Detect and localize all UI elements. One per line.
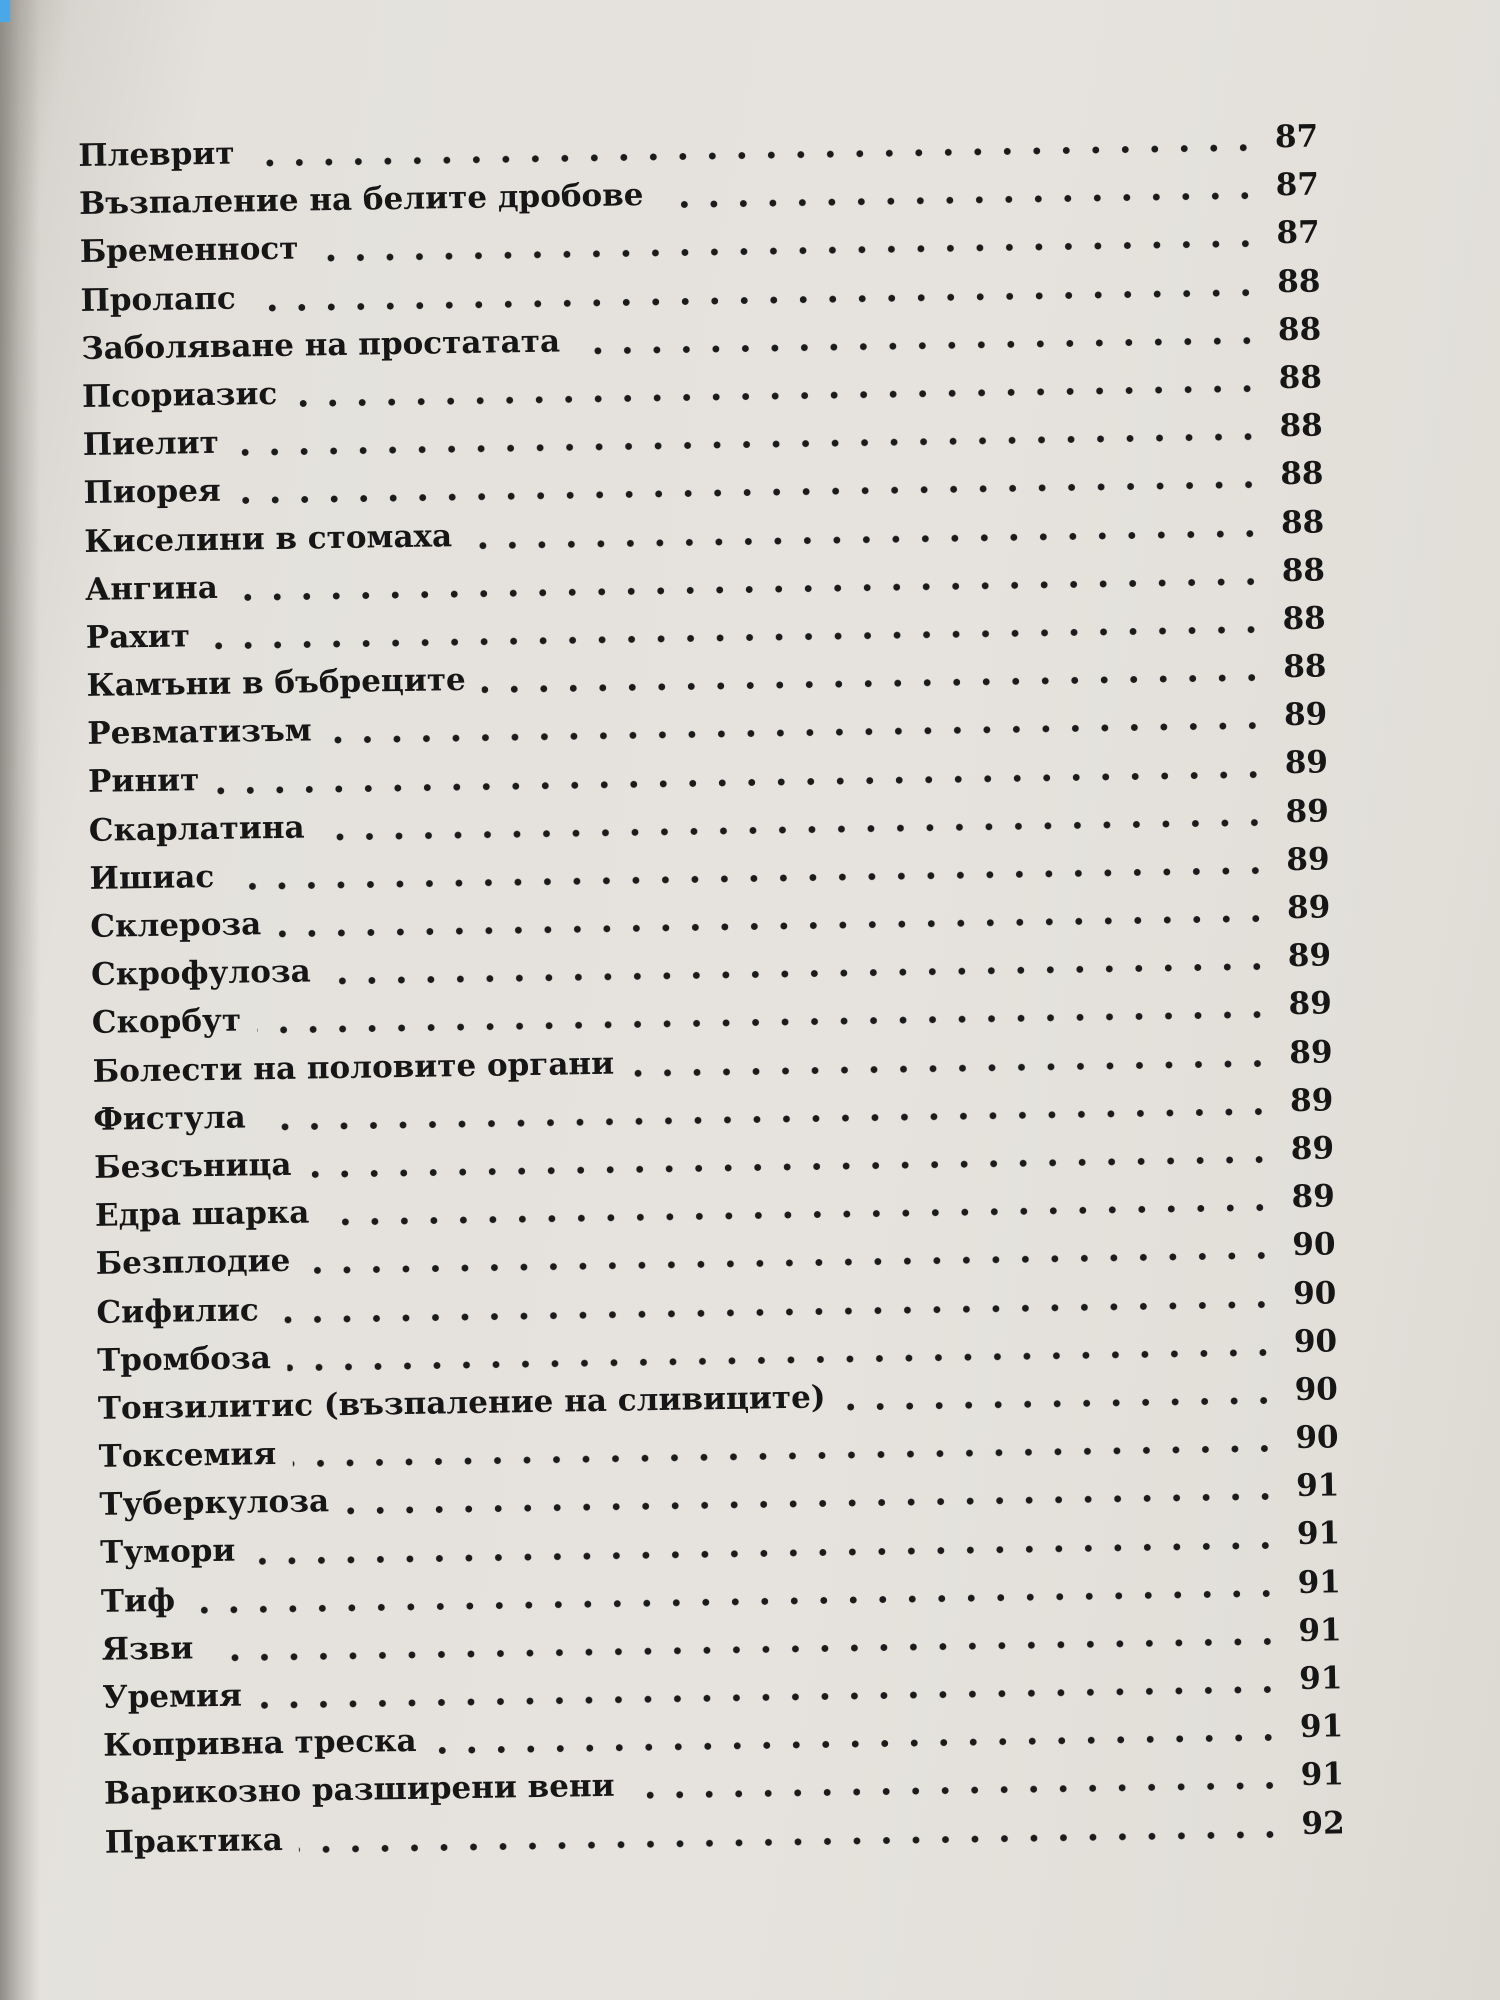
toc-entry-page-number: 88 [1276, 263, 1321, 300]
toc-entry-label: Тумори [99, 1533, 236, 1572]
toc-entry-label: Рахит [85, 618, 191, 656]
toc-entry-page-number: 88 [1278, 359, 1323, 397]
toc-entry-page-number: 90 [1295, 1419, 1339, 1457]
dot-leader [277, 913, 1270, 939]
dot-leader [327, 962, 1271, 987]
toc-entry-page-number: 87 [1275, 166, 1320, 204]
dot-leader [631, 1781, 1284, 1801]
toc-entry-label: Туберкулоза [99, 1483, 330, 1524]
toc-entry-label: Варикозно разширени вени [103, 1768, 615, 1813]
toc-entry-label: Камъни в бъбреците [86, 662, 467, 704]
toc-entry-page-number: 91 [1299, 1708, 1344, 1746]
toc-entry-label: Пролапс [80, 280, 236, 319]
toc-entry-label: Ринит [87, 762, 200, 801]
toc-entry-page-number: 88 [1280, 455, 1324, 493]
dot-leader [235, 432, 1263, 458]
toc-entry-page-number: 90 [1292, 1226, 1336, 1264]
toc-entry-label: Ишиас [89, 858, 215, 897]
toc-entry-label: Ревматизъм [87, 712, 312, 753]
dot-leader [230, 865, 1269, 891]
dot-leader [257, 1010, 1272, 1036]
toc-entry-page-number: 91 [1298, 1660, 1343, 1698]
toc-entry-page-number: 89 [1290, 1130, 1335, 1168]
toc-entry-page-number: 91 [1297, 1563, 1342, 1601]
toc-entry-label: Тонзилитис (възпаление на сливиците) [97, 1379, 826, 1427]
dot-leader [215, 769, 1268, 796]
toc-entry-page-number: 89 [1286, 889, 1331, 927]
toc-entry-page-number: 89 [1291, 1178, 1336, 1216]
dot-leader [630, 1058, 1273, 1078]
dot-leader [206, 624, 1266, 651]
toc-entry-label: Скарлатина [88, 809, 305, 849]
toc-entry-page-number: 88 [1282, 600, 1326, 638]
toc-entry-label: Скрофулоза [90, 953, 312, 994]
toc-entry-label: Уремия [102, 1677, 243, 1716]
dot-leader [287, 1347, 1277, 1373]
toc-entry-label: Псориазис [81, 375, 278, 415]
toc-entry-label: Практика [104, 1821, 284, 1861]
dot-leader [321, 817, 1269, 842]
dot-leader [275, 1299, 1277, 1325]
toc-entry-label: Язви [101, 1630, 194, 1668]
toc-entry-page-number: 91 [1296, 1515, 1341, 1553]
dot-leader [237, 480, 1264, 506]
toc-entry-page-number: 87 [1274, 118, 1319, 156]
dot-leader [468, 528, 1264, 551]
toc-entry-label: Плеврит [78, 135, 235, 174]
dot-leader [576, 335, 1261, 356]
toc-entry-page-number: 89 [1285, 793, 1330, 830]
toc-entry-page-number: 89 [1288, 985, 1333, 1023]
toc-entry-label: Пиорея [83, 473, 222, 512]
dot-leader [209, 1636, 1281, 1663]
table-of-contents [78, 119, 1345, 1873]
toc-entry-page-number: 89 [1283, 696, 1328, 734]
background-edge [0, 0, 10, 22]
toc-entry-page-number: 88 [1279, 407, 1323, 445]
dot-leader [433, 1733, 1284, 1756]
toc-entry-label: Едра шарка [94, 1194, 310, 1234]
toc-entry-page-number: 90 [1294, 1371, 1339, 1408]
toc-entry-label: Тиф [100, 1582, 176, 1620]
toc-entry-page-number: 91 [1295, 1467, 1340, 1505]
toc-entry-label: Бременност [79, 230, 299, 271]
toc-entry-page-number: 90 [1293, 1323, 1338, 1360]
toc-entry-page-number: 88 [1277, 311, 1322, 348]
toc-entry-page-number: 89 [1287, 937, 1332, 975]
toc-entry-label: Пиелит [82, 424, 220, 464]
toc-entry-page-number: 88 [1280, 503, 1325, 541]
toc-entry-label: Заболяване на простатата [81, 323, 561, 367]
toc-entry-label: Копривна треска [102, 1723, 417, 1764]
toc-entry-label: Киселини в стомаха [84, 517, 453, 560]
dot-leader [293, 383, 1262, 408]
dot-leader [251, 1540, 1280, 1566]
toc-entry-page-number: 91 [1300, 1756, 1345, 1794]
toc-entry-page-number: 90 [1292, 1274, 1337, 1312]
dot-leader [262, 1106, 1274, 1132]
toc-entry-label: Болести на половите органи [92, 1045, 615, 1090]
page-gutter-shadow [0, 0, 40, 2000]
toc-entry-page-number: 88 [1283, 648, 1327, 686]
dot-leader [328, 721, 1268, 746]
toc-entry-label: Токсемия [98, 1436, 277, 1475]
dot-leader [258, 1684, 1283, 1710]
dot-leader [306, 1251, 1275, 1276]
toc-entry-page-number: 89 [1289, 1033, 1333, 1071]
dot-leader [252, 287, 1261, 313]
toc-entry-page-number: 87 [1276, 214, 1320, 252]
toc-entry-page-number: 89 [1284, 744, 1329, 782]
dot-leader [315, 239, 1260, 264]
dot-leader [191, 1588, 1281, 1615]
dot-leader [842, 1395, 1279, 1412]
dot-leader [325, 1203, 1275, 1228]
toc-entry-label: Безплодие [95, 1243, 291, 1283]
dot-leader [299, 1829, 1285, 1854]
toc-entry-page-number: 89 [1289, 1082, 1334, 1119]
dot-leader [234, 576, 1265, 602]
toc-entry-label: Скорбут [91, 1002, 242, 1042]
toc-entry-page-number: 91 [1298, 1612, 1342, 1649]
toc-entry-page-number: 92 [1301, 1804, 1345, 1842]
toc-entry-label: Тромбоза [96, 1339, 272, 1379]
toc-entry-label: Безсъница [93, 1146, 292, 1186]
toc-entry-label: Склероза [90, 906, 262, 945]
dot-leader [345, 1492, 1279, 1517]
dot-leader [660, 191, 1260, 210]
toc-entry-page-number: 88 [1281, 552, 1326, 589]
toc-entry-label: Ангина [84, 569, 219, 608]
toc-entry-page-number: 89 [1286, 841, 1330, 878]
dot-leader [251, 143, 1259, 169]
dot-leader [482, 673, 1267, 695]
dot-leader [292, 1443, 1278, 1468]
toc-entry-label: Сифилис [96, 1291, 260, 1331]
dot-leader [308, 1154, 1275, 1179]
toc-entry-label: Фистула [93, 1099, 246, 1138]
toc-entry-label: Възпаление на белите дробове [78, 177, 644, 223]
